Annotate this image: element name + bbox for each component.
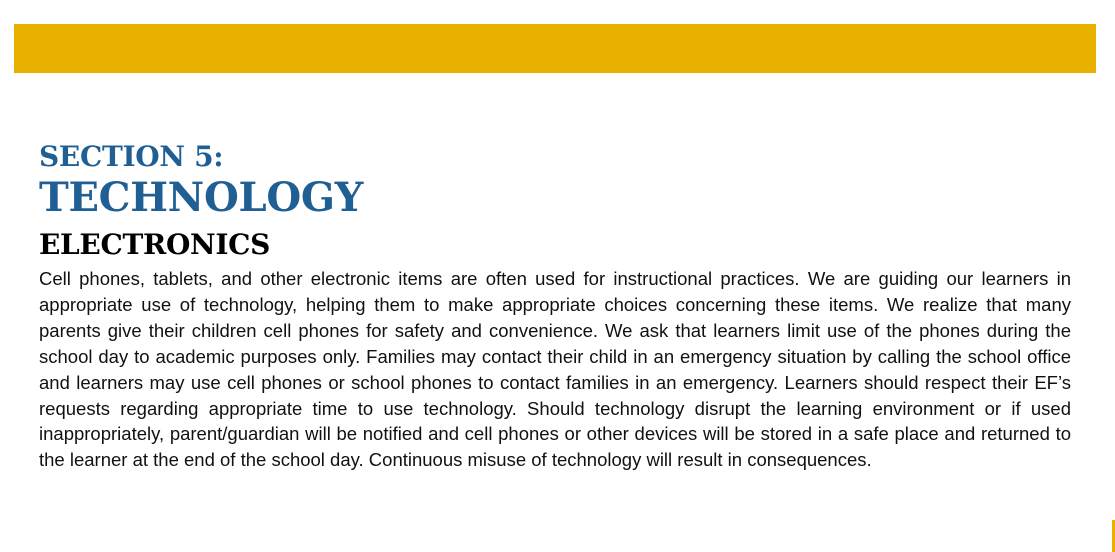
section-number: SECTION 5: bbox=[39, 140, 224, 173]
header-color-band bbox=[14, 24, 1096, 73]
page-content bbox=[39, 140, 1071, 473]
subsection-heading: ELECTRONICS bbox=[39, 228, 271, 261]
section-title: TECHNOLOGY bbox=[39, 174, 363, 221]
body-paragraph: Cell phones, tablets, and other electronic items are often used for instructional practices. We are guiding our learners in appropriate use of technology, helping them to make appropriate choices concerning these items. We realize that many parents give their children cell phones for safety and convenience. We ask that learners limit use of the phones during the school day to academic purposes only. Families may contact their child in an emergency situation by calling the school office and learners may use cell phones or school phones to contact families in an emergency. Learners should respect their EF’s requests regarding appropriate time to use technology. Should technology disrupt the learning environment or if used inappropriately, parent/guardian will be notified and cell phones or other devices will be stored in a safe place and returned to the learner at the end of the school day. Continuous misuse of technology will result in consequences. bbox=[39, 268, 1071, 471]
